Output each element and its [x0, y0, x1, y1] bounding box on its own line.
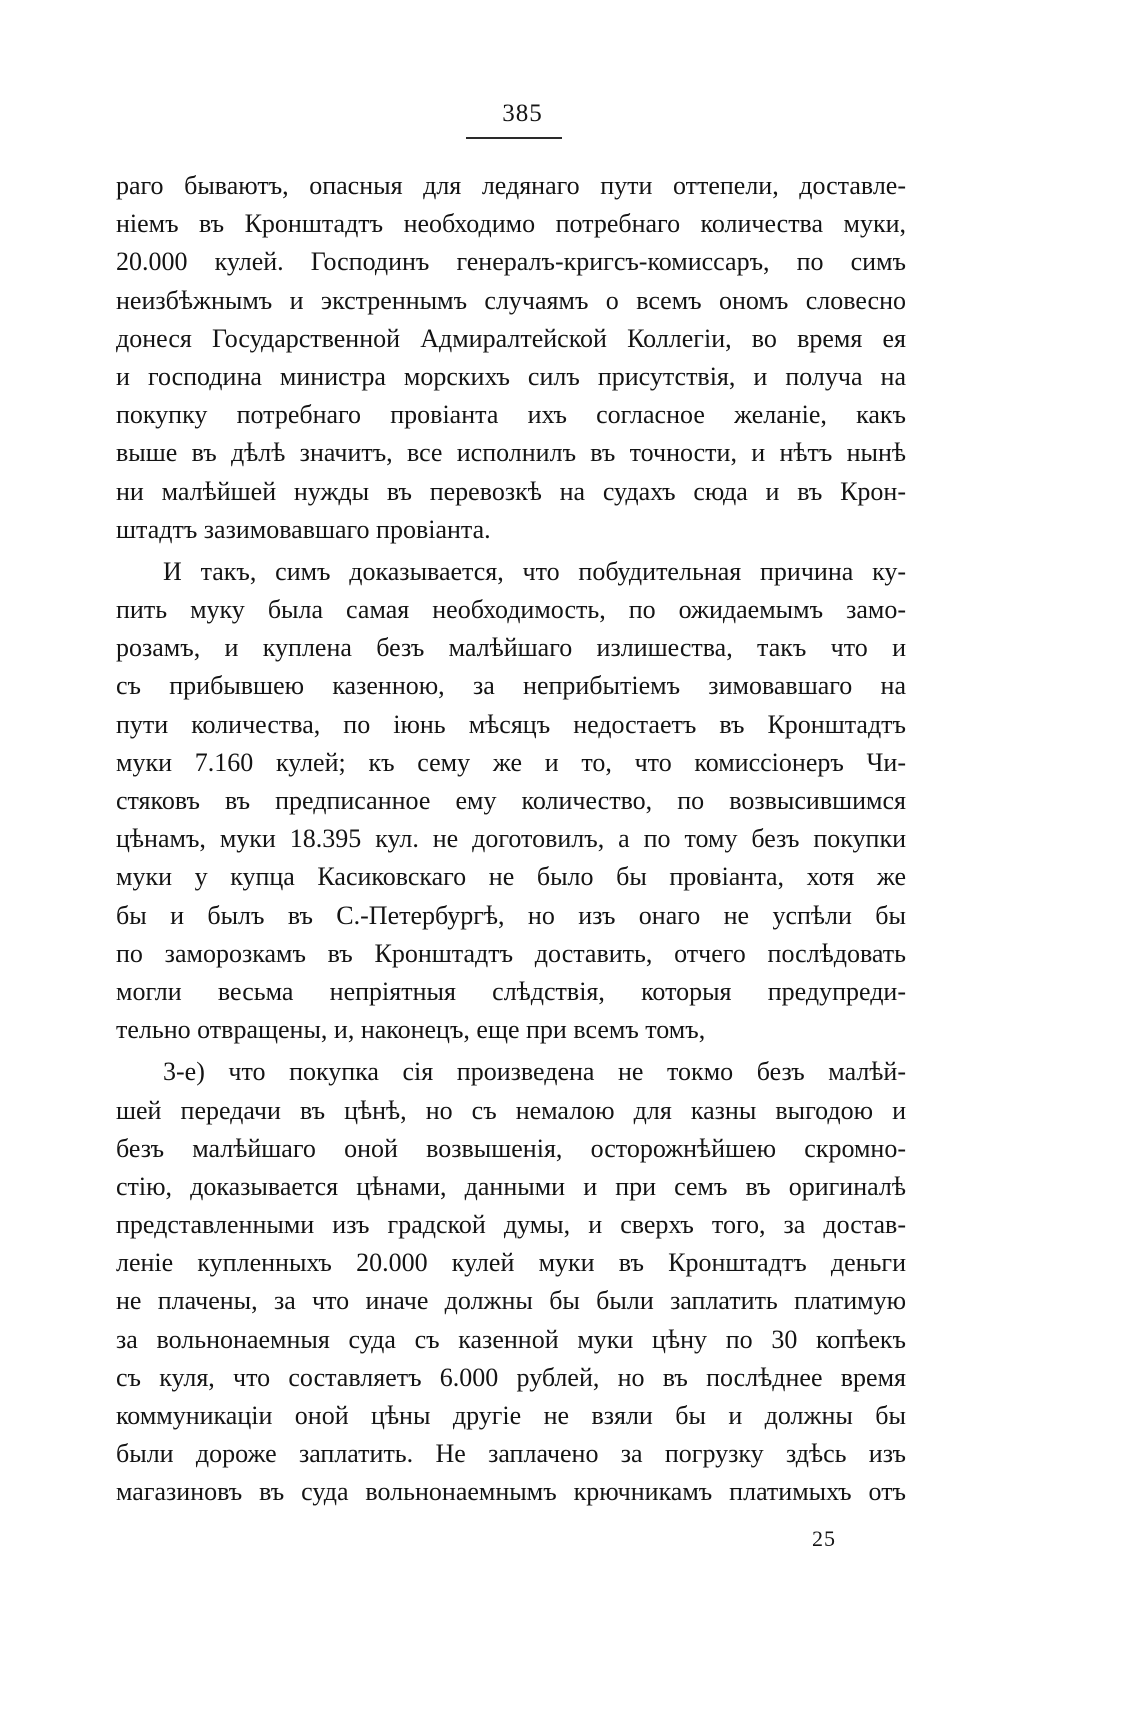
text-line: донеся Государственной Адмиралтейской Коллегіи, во время ея: [116, 323, 906, 353]
text-line: цѣнамъ, муки 18.395 кул. не доготовилъ, а по тому безъ покупки: [116, 824, 906, 854]
text-line: съ прибывшею казенною, за неприбытіемъ зимовавшаго на: [116, 671, 906, 701]
text-line: выше въ дѣлѣ значитъ, все исполнилъ въ точности, и нѣтъ нынѣ: [116, 438, 906, 468]
text-line: могли весьма непріятныя слѣдствія, которыя предупреди-: [116, 976, 906, 1006]
text-line: ни малѣйшей нужды въ перевозкѣ на судахъ сюда и въ Крон-: [116, 476, 906, 506]
text-line: муки 7.160 кулей; къ сему же и то, что комиссіонеръ Чи-: [116, 747, 906, 777]
text-line: тельно отвращены, и, наконецъ, еще при всемъ томъ,: [116, 1015, 706, 1045]
text-line: коммуникаціи оной цѣны другіе не взяли бы и должны бы: [116, 1401, 906, 1430]
paragraph-1: [116, 167, 906, 549]
paragraph-3: [116, 1053, 906, 1511]
text-line: безъ малѣйшаго оной возвышенія, осторожнѣйшею скромно-: [116, 1133, 906, 1163]
text-line: по заморозкамъ въ Кронштадтъ доставить, отчего послѣдовать: [116, 938, 906, 968]
text-line: покупку потребнаго провіанта ихъ согласное желаніе, какъ: [116, 400, 906, 430]
text-line: пить муку была самая необходимость, по ожидаемымъ замо-: [116, 595, 906, 625]
text-line: представленными изъ градской думы, и сверхъ того, за достав-: [116, 1210, 906, 1240]
text-line: за вольнонаемныя суда съ казенной муки цѣну по 30 копѣекъ: [116, 1324, 906, 1354]
text-line: штадтъ зазимовавшаго провіанта.: [116, 514, 491, 544]
page-number-rule: [466, 137, 562, 139]
text-line: 3-е) что покупка сія произведена не токмо безъ малѣй-: [163, 1057, 906, 1087]
text-line: шей передачи въ цѣнѣ, но съ немалою для казны выгодою и: [116, 1095, 906, 1125]
text-line: стяковъ въ предписанное ему количество, по возвысившимся: [116, 786, 906, 815]
text-line: не плачены, за что иначе должны бы были заплатить платимую: [116, 1286, 906, 1316]
text-line: розамъ, и куплена безъ малѣйшаго излишества, такъ что и: [116, 633, 906, 663]
text-line: раго бываютъ, опасныя для ледянаго пути оттепели, доставле-: [116, 171, 906, 200]
text-line: И такъ, симъ доказывается, что побудительная причина ку-: [163, 556, 906, 586]
text-line: неизбѣжнымъ и экстреннымъ случаямъ о всемъ ономъ словесно: [116, 285, 906, 315]
text-line: 20.000 кулей. Господинъ генералъ-кригсъ-комиссаръ, по симъ: [116, 247, 906, 277]
text-line: были дороже заплатить. Не заплачено за погрузку здѣсь изъ: [116, 1439, 906, 1469]
page-number: 385: [502, 100, 543, 127]
text-line: и господина министра морскихъ силъ присутствія, и получа на: [116, 361, 906, 391]
text-line: магазиновъ въ суда вольнонаемнымъ крючникамъ платимыхъ отъ: [116, 1477, 906, 1507]
text-line: бы и былъ въ С.-Петербургѣ, но изъ онаго не успѣли бы: [116, 900, 906, 930]
text-line: пути количества, по іюнь мѣсяцъ недостаетъ въ Кронштадтъ: [116, 709, 906, 739]
text-line: стію, доказывается цѣнами, данными и при семъ въ оригиналѣ: [116, 1171, 906, 1201]
text-line: съ куля, что составляетъ 6.000 рублей, но въ послѣднее время: [116, 1362, 906, 1392]
paragraph-2: [116, 553, 906, 1049]
body-text: [116, 167, 906, 1512]
text-line: муки у купца Касиковскаго не было бы провіанта, хотя же: [116, 862, 906, 892]
signature-mark: 25: [812, 1526, 836, 1551]
text-line: леніе купленныхъ 20.000 кулей муки въ Кронштадтъ деньги: [116, 1248, 906, 1278]
text-line: ніемъ въ Кронштадтъ необходимо потребнаго количества муки,: [116, 209, 906, 239]
